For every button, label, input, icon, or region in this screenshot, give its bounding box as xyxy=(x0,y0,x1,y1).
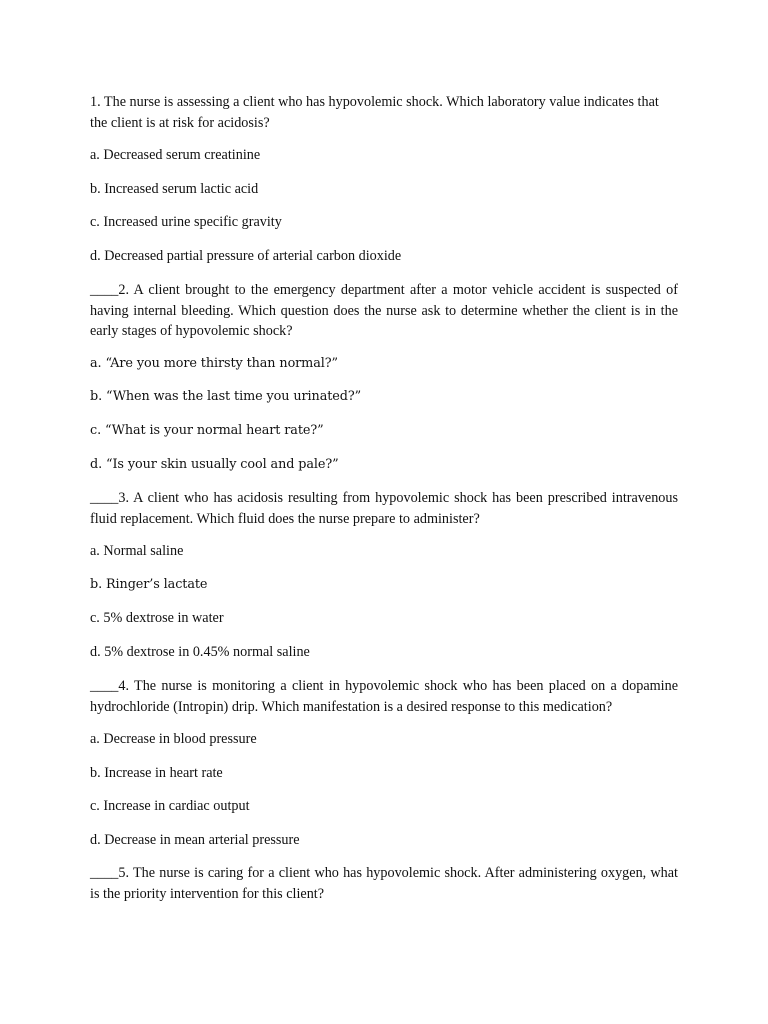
question-4-option-a: a. Decrease in blood pressure xyxy=(90,731,257,747)
question-4-option-d: d. Decrease in mean arterial pressure xyxy=(90,832,300,848)
question-3-option-c: c. 5% dextrose in water xyxy=(90,610,224,626)
question-3-option-b: b. Ringer’s lactate xyxy=(90,577,208,592)
question-5-text: ____5. The nurse is caring for a client who has hypovolemic shock. After administering oxygen, what is the priority intervention for this client? xyxy=(90,865,678,902)
question-1-text: 1. The nurse is assessing a client who has hypovolemic shock. Which laboratory value indicates that the client is at risk for acidosis? xyxy=(90,94,659,131)
question-2-text: ____2. A client brought to the emergency department after a motor vehicle accident is suspected of having internal bleeding. Which question does the nurse ask to determine whether the client is in the early stages of hypovolemic shock? xyxy=(90,282,678,339)
question-3-text: ____3. A client who has acidosis resulting from hypovolemic shock has been prescribed intravenous fluid replacement. Which fluid does the nurse prepare to administer? xyxy=(90,490,678,527)
question-2-option-a: a. “Are you more thirsty than normal?” xyxy=(90,356,338,371)
question-3-option-a: a. Normal saline xyxy=(90,543,184,559)
question-1-option-b: b. Increased serum lactic acid xyxy=(90,181,259,197)
question-1-option-a: a. Decreased serum creatinine xyxy=(90,147,261,163)
question-1-option-d: d. Decreased partial pressure of arterial carbon dioxide xyxy=(90,248,402,264)
question-4-option-c: c. Increase in cardiac output xyxy=(90,798,250,814)
question-4-text: ____4. The nurse is monitoring a client in hypovolemic shock who has been placed on a dopamine hydrochloride (Intropin) drip. Which manifestation is a desired response to this medication? xyxy=(90,678,678,715)
question-3-option-d: d. 5% dextrose in 0.45% normal saline xyxy=(90,644,310,660)
question-2-option-c: c. “What is your normal heart rate?” xyxy=(90,423,324,438)
question-2-option-d: d. “Is your skin usually cool and pale?” xyxy=(90,457,339,472)
question-4-option-b: b. Increase in heart rate xyxy=(90,765,223,781)
question-1-option-c: c. Increased urine specific gravity xyxy=(90,214,282,230)
question-2-option-b: b. “When was the last time you urinated?” xyxy=(90,389,362,404)
